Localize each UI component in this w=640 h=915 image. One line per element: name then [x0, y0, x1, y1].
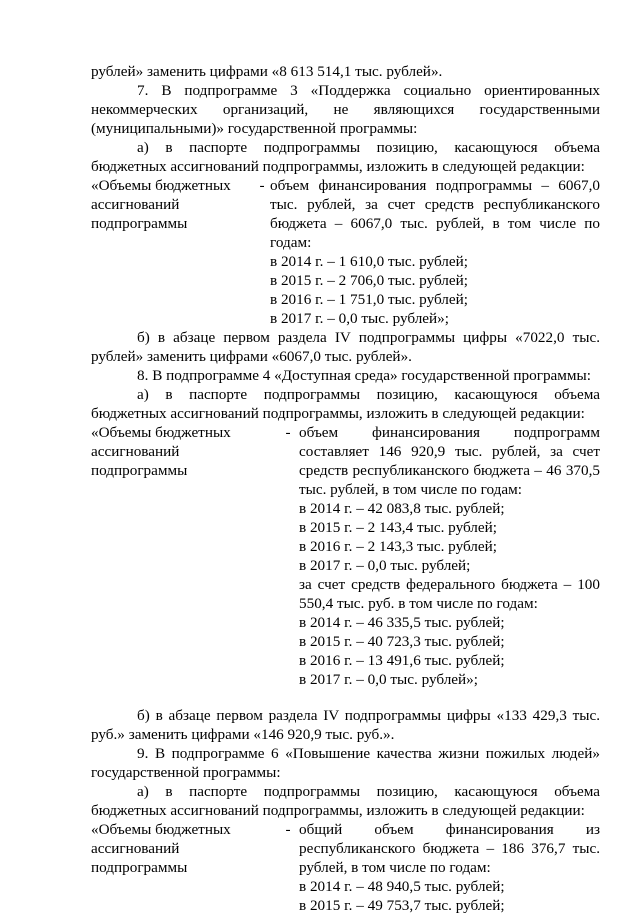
paragraph-item7a: а) в паспорте подпрограммы позицию, касающуюся объема бюджетных ассигнований подпрограммы, изложить в следующей редакции: — [91, 139, 600, 175]
paragraph-item7: 7. В подпрограмме 3 «Поддержка социально ориентированных некоммерческих организаций, не являющихся государственными (муниципальными)» государственной программы: — [91, 82, 600, 137]
table-label: «Объемы бюджетных ассигнований подпрограммы — [91, 177, 231, 232]
paragraph-item8: 8. В подпрограмме 4 «Доступная среда» государственной программы: — [137, 367, 591, 384]
paragraph-item8a: а) в паспорте подпрограммы позицию, касающуюся объема бюджетных ассигнований подпрограммы, изложить в следующей редакции: — [91, 386, 600, 422]
passport-table-sub6 — [91, 820, 600, 915]
table-dash: - — [259, 177, 265, 194]
table-value: объем финансирования подпрограммы – 6067,0 тыс. рублей, за счет средств республиканского бюджета – 6067,0 тыс. рублей, в том числе по годам: в 2014 г. – 1 610,0 тыс. рублей; в 2015 г. – 2 706,0 тыс. рублей; в 2016 г. – 1 751,0 тыс. рублей; в 2017 г. – 0,0 тыс. рублей»; — [270, 177, 600, 327]
document-body — [91, 62, 600, 915]
paragraph-item9: 9. В подпрограмме 6 «Повышение качества жизни пожилых людей» государственной программы: — [91, 745, 600, 781]
paragraph-item9a: а) в паспорте подпрограммы позицию, касающуюся объема бюджетных ассигнований подпрограммы, изложить в следующей редакции: — [91, 783, 600, 819]
table-dash: - — [285, 424, 291, 441]
passport-table-sub4 — [91, 423, 600, 689]
table-value: объем финансирования подпрограмм составляет 146 920,9 тыс. рублей, за счет средств республиканского бюджета – 46 370,5 тыс. рублей, в том числе по годам: в 2014 г. – 42 083,8 тыс. рублей; в 2015 г. – 2 143,4 тыс. рублей; в 2016 г. – 2 143,3 тыс. рублей; в 2017 г. – 0,0 тыс. рублей; за счет средств федерального бюджета – 100 550,4 тыс. руб. в том числе по годам: в 2014 г. – 46 335,5 тыс. рублей; в 2015 г. – 40 723,3 тыс. рублей; в 2016 г. – 13 491,6 тыс. рублей; в 2017 г. – 0,0 тыс. рублей»; — [299, 424, 600, 688]
table-label: «Объемы бюджетных ассигнований подпрограммы — [91, 821, 231, 876]
table-dash: - — [285, 821, 291, 838]
spacer — [91, 689, 600, 706]
table-label: «Объемы бюджетных ассигнований подпрограммы — [91, 424, 231, 479]
paragraph-line1: рублей» заменить цифрами «8 613 514,1 тыс. рублей». — [91, 63, 443, 80]
paragraph-item8b: б) в абзаце первом раздела IV подпрограммы цифры «133 429,3 тыс. руб.» заменить цифрами «146 920,9 тыс. руб.». — [91, 707, 600, 743]
paragraph-item7b: б) в абзаце первом раздела IV подпрограммы цифры «7022,0 тыс. рублей» заменить цифрами «6067,0 тыс. рублей». — [91, 329, 600, 365]
passport-table-sub3 — [91, 176, 600, 328]
table-value: общий объем финансирования из республиканского бюджета – 186 376,7 тыс. рублей, в том числе по годам: в 2014 г. – 48 940,5 тыс. рублей; в 2015 г. – 49 753,7 тыс. рублей; — [299, 821, 600, 914]
